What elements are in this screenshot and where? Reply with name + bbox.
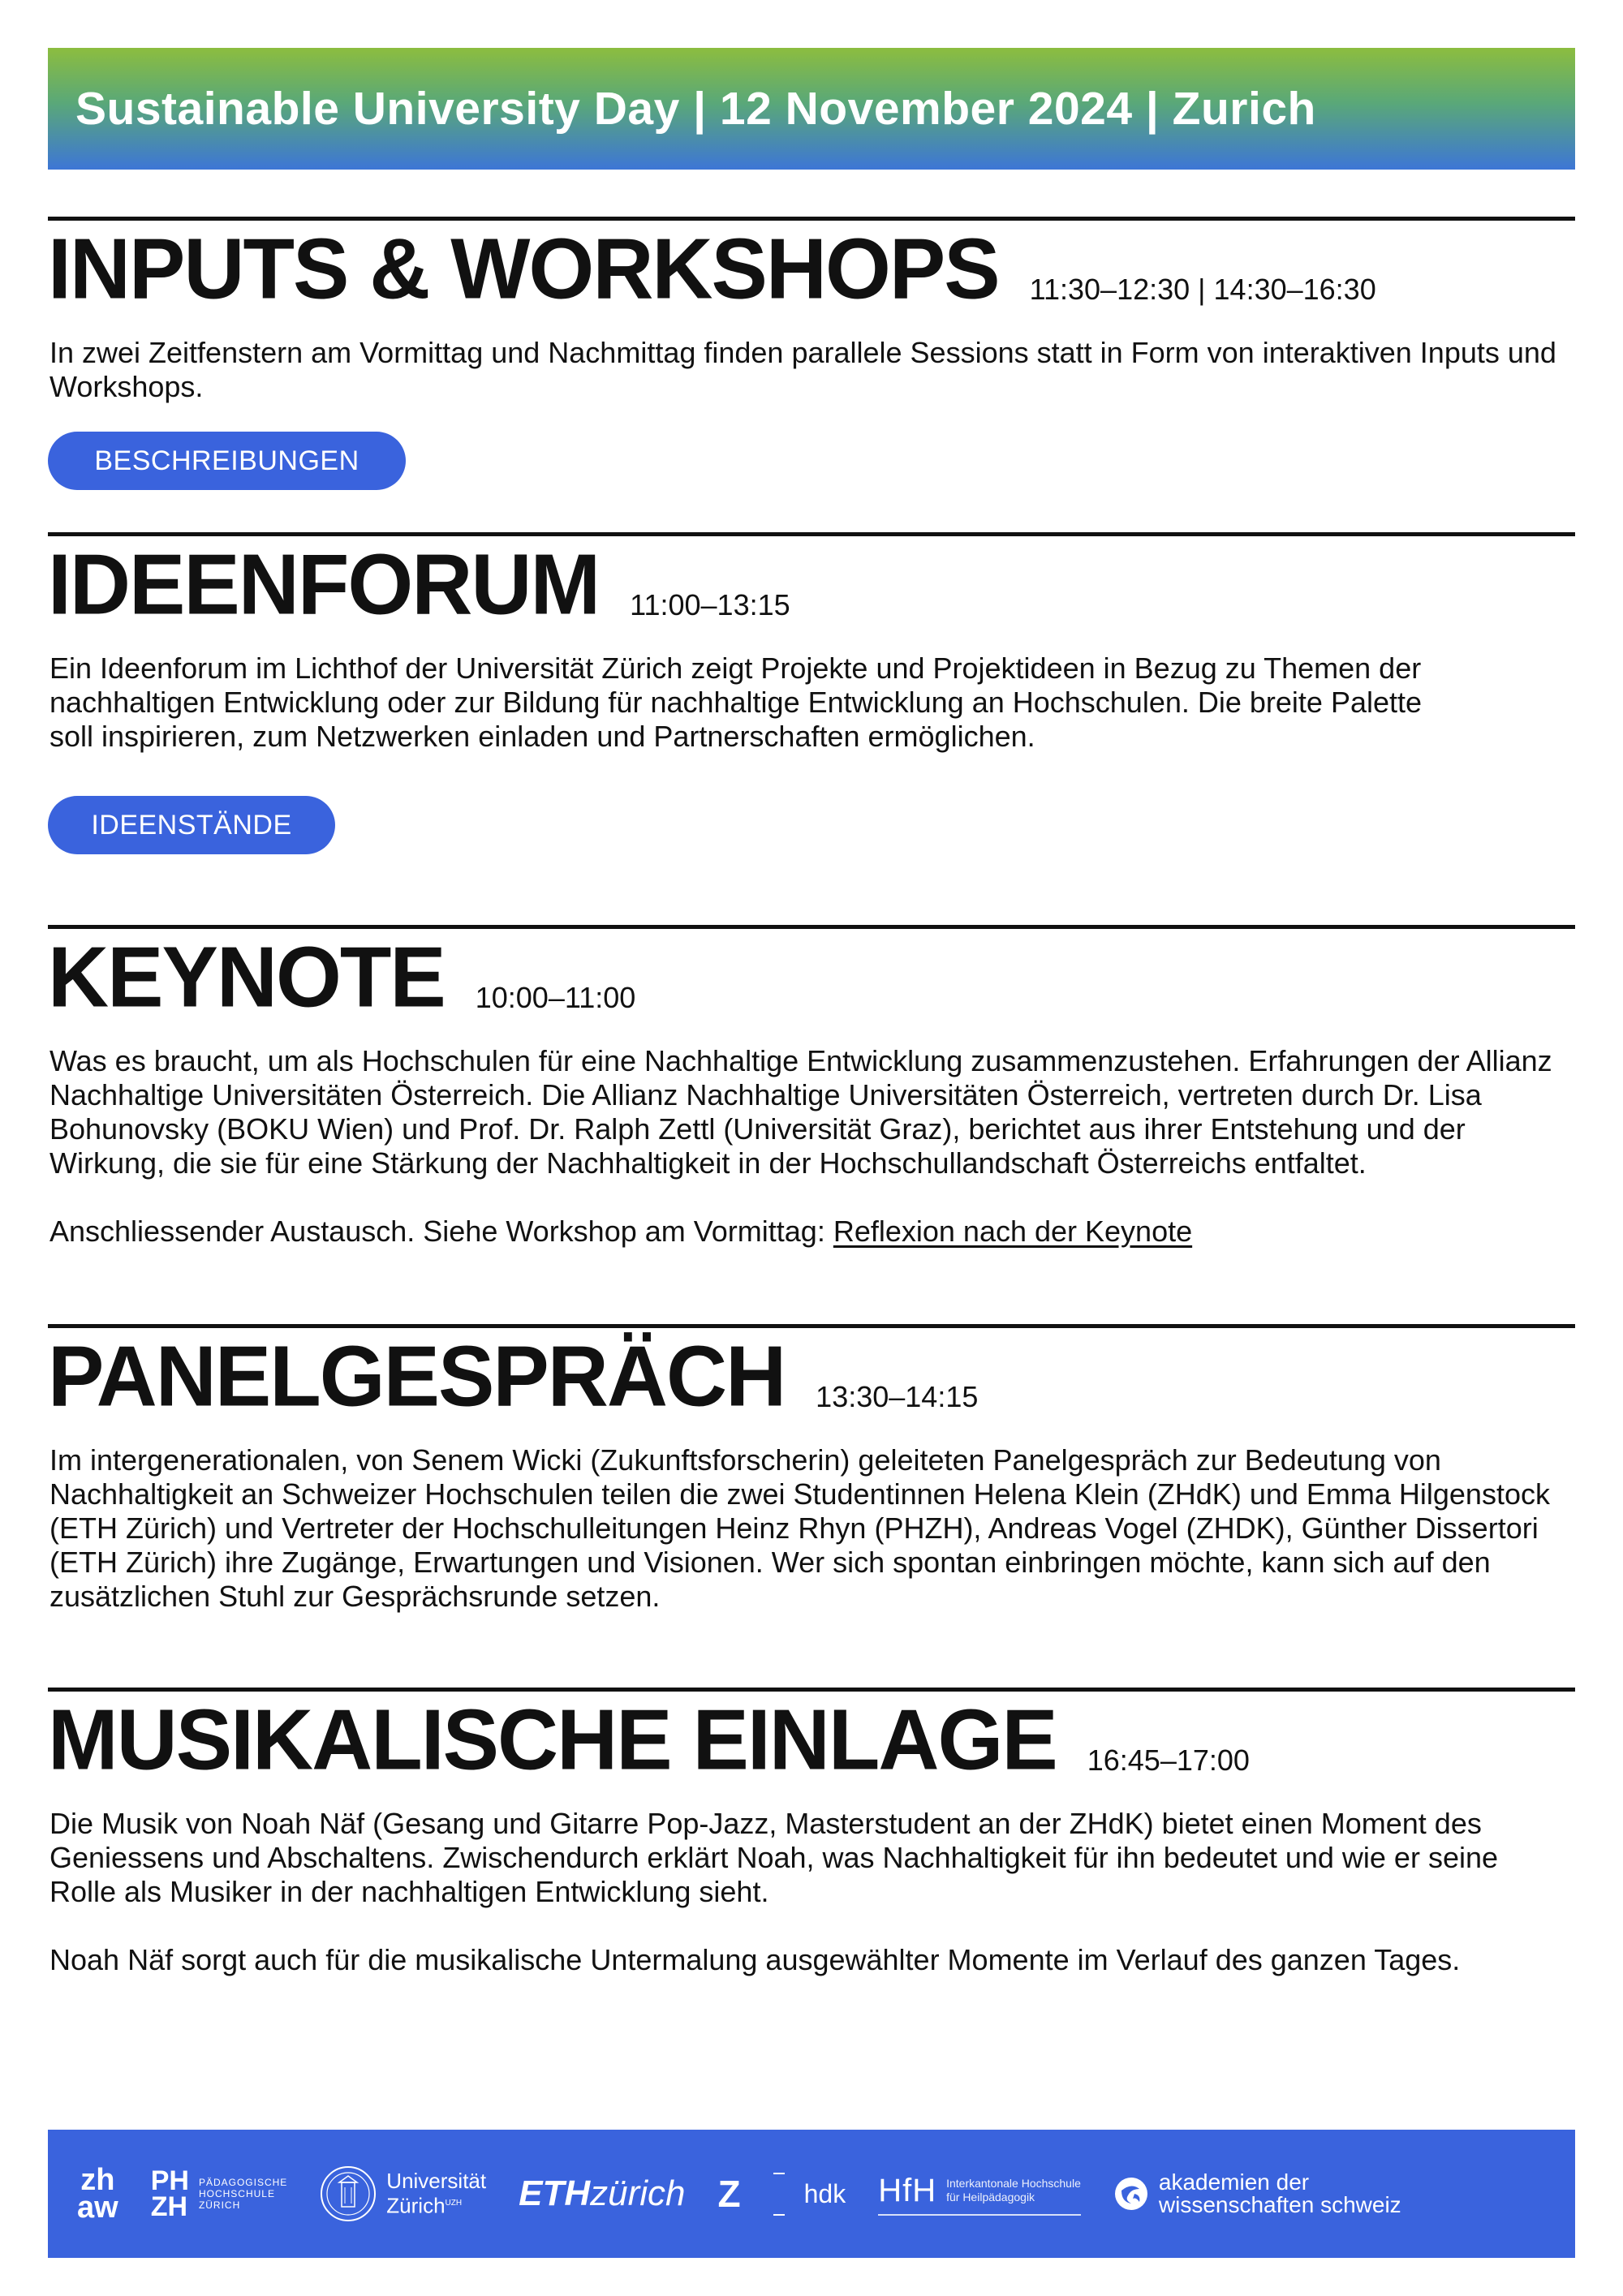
zhaw-logo-line: zh [80,2163,115,2197]
section-title: IDEENFORUM [48,536,600,634]
section-ideenforum [48,532,1575,854]
section-time: 16:45–17:00 [1087,1743,1250,1777]
hfh-logo [878,2173,1081,2216]
zhdk-hdk-logo [773,2168,846,2221]
section-time: 11:00–13:15 [630,588,790,621]
akademien-line1: akademien der [1158,2169,1310,2195]
zhaw-logo [77,2163,118,2225]
hdk-text: hdk [803,2178,846,2208]
zhdk-z: Z [717,2173,741,2215]
uzh-superscript: UZH [445,2199,463,2208]
reflexion-keynote-link[interactable]: Reflexion nach der Keynote [833,1215,1193,1248]
akademien-logo [1113,2171,1401,2216]
phzh-mark-line: PH [150,2165,189,2196]
section-description: Was es braucht, um als Hochschulen für eine Nachhaltige Entwicklung zusammenzustehen. Erfahrungen der Allianz Nachhaltige Universitäten Österreich. Die Allianz Nachhaltige Universitäten Österreich, vertreten durch Dr. Lisa Bohunovsky (BOKU Wien) und Prof. Dr. Ralph Zettl (Universität Graz), berichtet aus ihrer Entstehung und der Wirkung, die sie für eine Stärkung der Nachhaltigkeit in der Hochschullandschaft Österreichs entfaltet. [50,1044,1552,1180]
hfh-text-line: für Heilpädagogik [946,2191,1035,2204]
event-banner [48,48,1575,170]
phzh-text-line: HOCHSCHULE [198,2188,275,2199]
section-musikalische-einlage [48,1688,1575,1977]
phzh-text-line: ZÜRICH [198,2199,241,2211]
zhdk-z-logo [718,2172,741,2216]
phzh-text-line: PÄDAGOGISCHE [198,2177,288,2188]
hdk-bar-bottom [773,2214,785,2216]
section-description: In zwei Zeitfenstern am Vormittag und Nachmittag finden parallele Sessions statt in Form von interaktiven Inputs und Workshops. [50,336,1556,403]
eth-zurich-logo [519,2173,685,2214]
section-title: MUSIKALISCHE EINLAGE [48,1692,1057,1789]
zhaw-logo-line: aw [77,2191,118,2225]
uzh-name-line1: Universität [386,2169,487,2194]
section-description-2: Noah Näf sorgt auch für die musikalische Untermalung ausgewählter Momente im Verlauf des ganzen Tages. [50,1943,1461,1976]
akademien-line2: wissenschaften schweiz [1158,2192,1401,2217]
keynote-followup [50,1215,1569,1249]
section-time: 13:30–14:15 [816,1380,979,1413]
section-title: PANELGESPRÄCH [48,1328,786,1425]
hdk-bar-top [773,2173,785,2174]
section-time: 10:00–11:00 [475,981,636,1014]
section-description: Die Musik von Noah Näf (Gesang und Gitarre Pop-Jazz, Masterstudent an der ZHdK) bietet einen Moment des Geniessens und Abschaltens. Zwischendurch erklärt Noah, was Nachhaltigkeit für ihn bedeutet und wie er seine Rolle als Musiker in der nachhaltigen Entwicklung sieht. [50,1807,1499,1908]
uzh-seal-icon [320,2163,377,2225]
uzh-logo [320,2163,486,2225]
section-title: KEYNOTE [48,929,445,1026]
section-description: Ein Ideenforum im Lichthof der Universität Zürich zeigt Projekte und Projektideen in Bezug zu Themen der nachhaltigen Entwicklung oder zur Bildung für nachhaltige Entwicklung an Hochschulen. Die breite Palette soll inspirieren, zum Netzwerken einladen und Partnerschaften ermöglichen. [50,651,1423,753]
ideenstaende-button[interactable]: IDEENSTÄNDE [48,796,335,854]
phzh-logo [150,2165,288,2222]
section-panelgespraech [48,1324,1575,1614]
event-title: Sustainable University Day | 12 November 2024 | Zurich [75,83,1316,135]
section-keynote [48,925,1575,1249]
section-time: 11:30–12:30 | 14:30–16:30 [1029,273,1376,306]
section-inputs-workshops [48,217,1575,490]
hfh-text-line: Interkantonale Hochschule [946,2177,1081,2190]
phzh-mark-line: ZH [150,2191,188,2222]
hfh-mark: HfH [878,2172,937,2208]
beschreibungen-button[interactable]: BESCHREIBUNGEN [48,432,406,490]
eth-bold: ETH [519,2173,591,2213]
akademien-swirl-icon [1113,2176,1149,2212]
followup-text: Anschliessender Austausch. Siehe Workshop am Vormittag: [50,1215,833,1248]
eth-rest: zürich [590,2173,686,2213]
partner-logos-footer [48,2130,1575,2258]
uzh-name-line2: Zürich [386,2193,446,2218]
section-description: Im intergenerationalen, von Senem Wicki (Zukunftsforscherin) geleiteten Panelgespräch zur Bedeutung von Nachhaltigkeit an Schweizer Hochschulen teilen die zwei Studentinnen Helena Klein (ZHdK) und Emma Hilgenstock (ETH Zürich) und Vertreter der Hochschulleitungen Heinz Rhyn (PHZH), Andreas Vogel (ZHDK), Günther Dissertori (ETH Zürich) ihre Zugänge, Erwartungen und Visionen. Wer sich spontan einbringen möchte, kann sich auf den zusätzlichen Stuhl zur Gesprächsrunde setzen. [50,1443,1550,1613]
section-title: INPUTS & WORKSHOPS [48,221,999,318]
